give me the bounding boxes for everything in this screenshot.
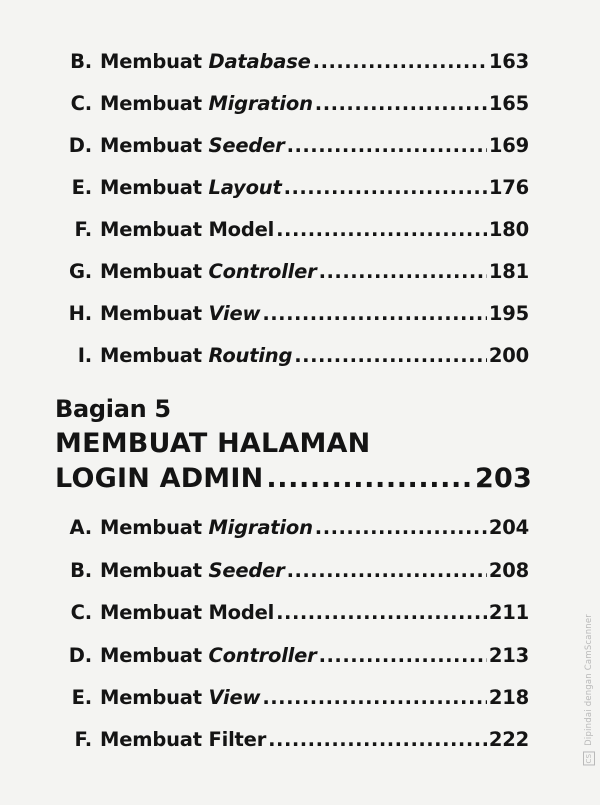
camscanner-icon: CS (585, 753, 593, 763)
entry-title: Membuat Filter (100, 728, 267, 751)
entry-page-number: 176 (488, 176, 529, 199)
entry-page-number: 204 (488, 516, 529, 539)
entry-title: Membuat Seeder (100, 134, 285, 157)
toc-entry-migration (62, 92, 529, 115)
dot-leader (287, 134, 487, 157)
dot-leader (315, 92, 487, 115)
dot-leader (262, 686, 487, 709)
entry-letter: G. (68, 260, 92, 283)
chapter-title-line1: MEMBUAT HALAMAN (55, 428, 371, 459)
chapter-title-line2 (55, 463, 532, 494)
watermark-text: Dipindai dengan CamScanner (584, 613, 594, 746)
toc-entry-view-2 (62, 686, 529, 709)
entry-title: Membuat View (100, 302, 261, 325)
toc-entry-routing (62, 344, 529, 367)
entry-page-number: 213 (488, 644, 529, 667)
dot-leader (315, 516, 487, 539)
entry-page-number: 200 (488, 344, 529, 367)
toc-entry-view (62, 302, 529, 325)
entry-letter: I. (77, 344, 92, 367)
entry-letter: A. (69, 516, 92, 539)
toc-entry-controller-2 (62, 644, 529, 667)
entry-title: Membuat Seeder (100, 559, 285, 582)
entry-page-number: 218 (488, 686, 529, 709)
toc-entry-database (62, 50, 529, 73)
entry-title: Membuat Migration (100, 516, 313, 539)
dot-leader (268, 728, 487, 751)
dot-leader (276, 601, 487, 624)
dot-leader (313, 50, 487, 73)
entry-letter: F. (74, 728, 92, 751)
dot-leader (287, 559, 487, 582)
dot-leader (262, 302, 487, 325)
scanner-watermark (583, 614, 595, 765)
toc-entry-seeder (62, 134, 529, 157)
entry-page-number: 165 (488, 92, 529, 115)
entry-page-number: 163 (488, 50, 529, 73)
entry-letter: F. (74, 218, 92, 241)
dot-leader (294, 344, 487, 367)
entry-title: Membuat Controller (100, 260, 317, 283)
entry-page-number: 222 (488, 728, 529, 751)
entry-letter: D. (68, 644, 92, 667)
chapter-title-text: LOGIN ADMIN (55, 463, 264, 494)
entry-page-number: 208 (488, 559, 529, 582)
dot-leader (284, 176, 487, 199)
toc-entry-seeder-2 (62, 559, 529, 582)
toc-entry-layout (62, 176, 529, 199)
entry-page-number: 211 (488, 601, 529, 624)
entry-letter: E. (71, 176, 92, 199)
entry-letter: E. (71, 686, 92, 709)
dot-leader (319, 260, 487, 283)
entry-title: Membuat Routing (100, 344, 293, 367)
entry-title: Membuat Model (100, 218, 275, 241)
toc-entry-model-2 (62, 601, 529, 624)
entry-title: Membuat Migration (100, 92, 313, 115)
entry-letter: B. (70, 50, 92, 73)
toc-entry-filter (62, 728, 529, 751)
entry-page-number: 169 (488, 134, 529, 157)
dot-leader (276, 218, 487, 241)
entry-title: Membuat Database (100, 50, 311, 73)
entry-letter: B. (70, 559, 92, 582)
toc-entry-controller (62, 260, 529, 283)
entry-letter: H. (68, 302, 92, 325)
dot-leader (319, 644, 487, 667)
chapter-page-number: 203 (475, 463, 532, 494)
dot-leader (266, 463, 472, 494)
entry-letter: C. (70, 601, 92, 624)
entry-title: Membuat Layout (100, 176, 282, 199)
toc-entry-model (62, 218, 529, 241)
entry-page-number: 180 (488, 218, 529, 241)
entry-title: Membuat Model (100, 601, 275, 624)
entry-title: Membuat View (100, 686, 261, 709)
entry-page-number: 181 (488, 260, 529, 283)
entry-page-number: 195 (488, 302, 529, 325)
entry-letter: D. (68, 134, 92, 157)
part-label: Bagian 5 (55, 395, 171, 423)
toc-entry-migration-2 (62, 516, 529, 539)
entry-letter: C. (70, 92, 92, 115)
entry-title: Membuat Controller (100, 644, 317, 667)
